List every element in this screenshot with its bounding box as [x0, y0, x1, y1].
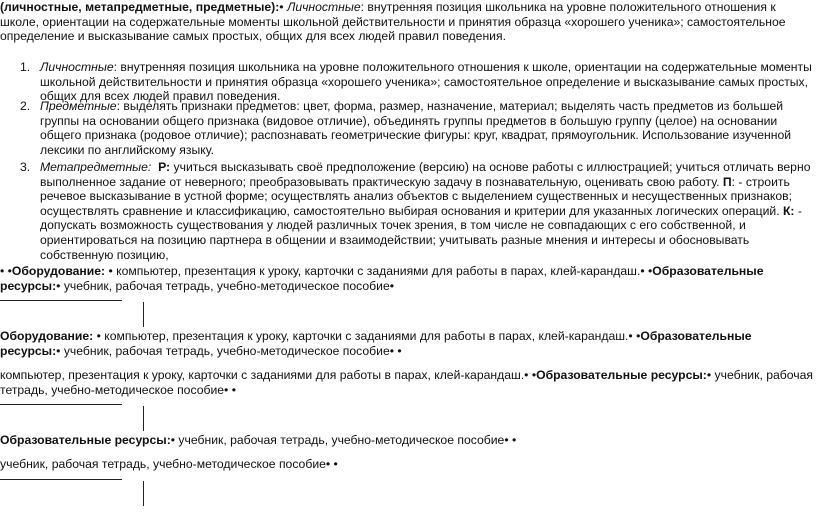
vertical-bar [143, 406, 144, 431]
resources-text: учебник, рабочая тетрадь, учебно-методическое пособие [175, 433, 505, 447]
k-label: К: [782, 203, 795, 218]
vertical-bar [143, 302, 144, 327]
list-number: 2. [20, 99, 31, 113]
bullet: • • [389, 343, 402, 358]
equip-text: компьютер, презентация к уроку, карточки с заданиями для работы в парах, клей-карандаш. [0, 368, 525, 382]
resources-text: учебник, рабочая тетрадь, учебно-методическое пособие [60, 343, 390, 358]
equip-text: компьютер, презентация к уроку, карточки с заданиями для работы в парах, клей-карандаш. [104, 329, 629, 343]
list-label: Метапредметные: [40, 160, 152, 174]
r-label: Р: [158, 160, 171, 174]
vertical-bar [143, 481, 144, 506]
footnote-rule [0, 300, 122, 301]
intro-label: Личностные [286, 0, 361, 14]
equipment-block-1 [0, 264, 814, 293]
bullet: • [56, 278, 61, 293]
bullet: • • [0, 264, 12, 278]
bullet: • [93, 329, 105, 343]
resources-label: Образовательные ресурсы: [0, 329, 752, 358]
bullet: • [706, 368, 712, 382]
equip-label: Оборудование: [0, 329, 94, 343]
bullet: • [279, 0, 284, 14]
list-text: : внутренняя позиция школьника на уровне положительного отношения к школе, ориентации на содержательные моменты школьной действительности и принятия образца «хорошего ученика»; самостоятельное определение и высказывание самых простых, общих для всех людей правил поведения. [40, 60, 812, 104]
bullet: • [170, 433, 176, 447]
equipment-block-3 [0, 368, 814, 397]
bullet: • • [524, 368, 537, 382]
bullet: • • [325, 457, 338, 471]
resources-block-4 [0, 433, 814, 448]
intro-lead: (личностные, метапредметные, предметные): [0, 0, 280, 14]
list-item-personal [20, 60, 814, 104]
bullet: • [105, 264, 117, 278]
list-item-metasubject [20, 160, 814, 262]
list-number: 3. [20, 160, 31, 174]
intro-text: : внутренняя позиция школьника на уровне положительного отношения к школе, ориентации на содержательные моменты школьной действительности и принятия образца «хорошего ученика»; самостоятельное определение и высказывание самых простых, общих для всех людей правил поведения. [0, 0, 786, 44]
resources-text: учебник, рабочая тетрадь, учебно-методическое пособие [0, 457, 326, 471]
list-label: Личностные [40, 60, 114, 74]
k-text: - допускать возможность существования у людей различных точек зрения, в том числе не совпадающих с его собственной, и ориентироваться на позицию партнера в общении и взаимодействии; учитывать разные мнения и интересы и обосновывать собственную позицию, [40, 203, 802, 262]
resources-text: учебник, рабочая тетрадь, учебно-методическое пособие [60, 278, 390, 293]
equip-text: компьютер, презентация к уроку, карточки с заданиями для работы в парах, клей-карандаш. [116, 264, 641, 278]
r-text: учиться высказывать своё предположение (версию) на основе работы с иллюстрацией; учиться отличать верно выполненное задание от неверного; преобразовывать практическую задачу в познавательную, оценивать свою работу. [40, 160, 811, 189]
equipment-block-2 [0, 329, 814, 358]
equip-label: Оборудование: [11, 264, 106, 278]
bullet: • • [628, 329, 641, 343]
list-number: 1. [20, 60, 31, 74]
footnote-rule [0, 479, 122, 480]
resources-label: Образовательные ресурсы: [0, 433, 171, 447]
resources-text: учебник, рабочая тетрадь, учебно-методическое пособие [0, 368, 813, 397]
footnote-rule [0, 404, 122, 405]
resources-block-5 [0, 457, 814, 472]
p-text: : - строить речевое высказывание в устной форме; осуществлять анализ объектов с выделением существенных и несущественных признаков; осуществлять сравнение и классификацию, самостоятельно выбирая основания и критерии для указанных логических операций. [40, 174, 792, 218]
p-label: П [722, 174, 732, 189]
resources-label: Образовательные ресурсы: [536, 368, 707, 382]
bullet: • • [504, 433, 517, 447]
bullet: • [389, 278, 395, 293]
intro-paragraph [0, 0, 814, 44]
list-text: : выделять признаки предметов: цвет, форма, размер, назначение, материал; выделять часть предметов из большей группы на основании общего признака (видовое отличие), объединять группы предметов в большую группу (целое) на основании общего признака (родовое отличие); распознавать геометрические фигуры: круг, квадрат, прямоугольник. Использование изученной лексики по английскому языку. [40, 99, 792, 157]
list-label: Предметные [40, 99, 117, 113]
list-item-subject [20, 99, 814, 157]
bullet: • • [224, 382, 236, 397]
resources-label: Образовательные ресурсы: [0, 264, 764, 293]
bullet: • [56, 343, 61, 358]
bullet: • • [640, 264, 653, 278]
